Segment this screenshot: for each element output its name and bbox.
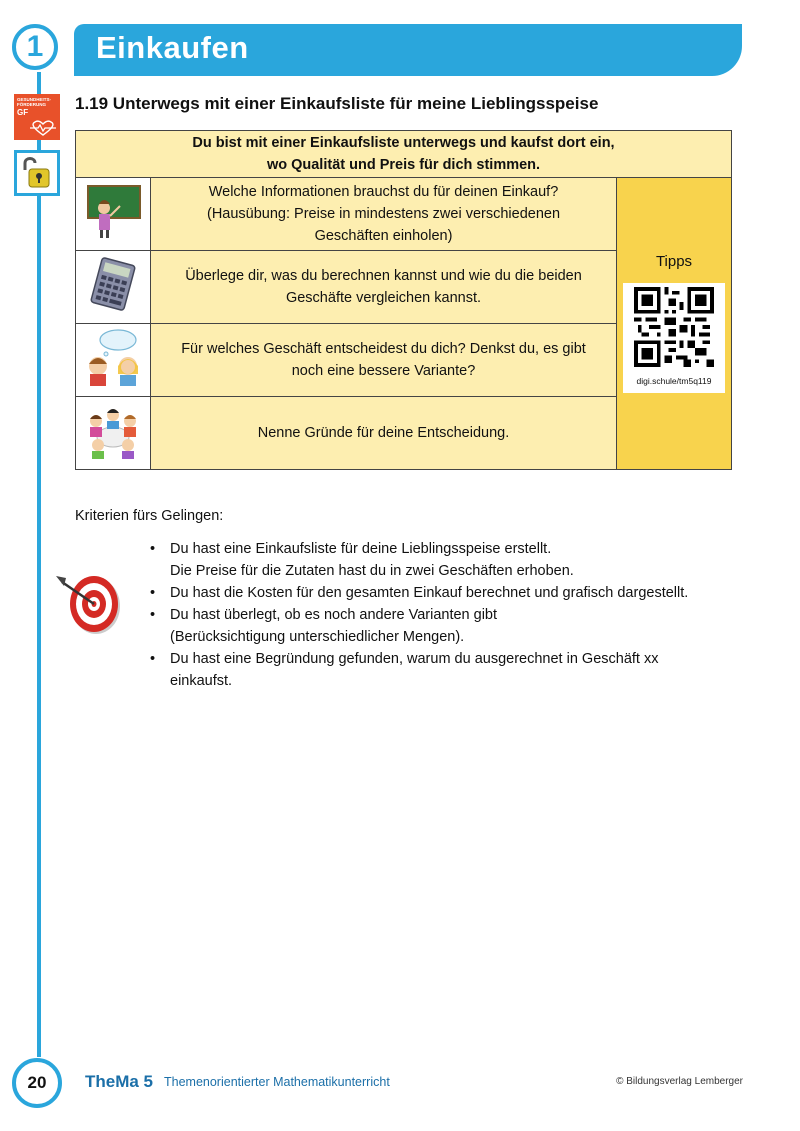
- teacher-blackboard-icon: [82, 182, 144, 240]
- qr-url[interactable]: digi.schule/tm5q119: [636, 376, 712, 386]
- row3-text: [151, 324, 617, 397]
- thinking-kids-icon: [80, 326, 146, 388]
- footer-subtitle: Themenorientierter Mathematikunterricht: [164, 1075, 390, 1089]
- header-bar: [74, 24, 742, 76]
- row1-line2: (Hausübung: Preise in mindestens zwei verschiedenen: [206, 206, 561, 222]
- row2-icon-cell: [76, 251, 151, 324]
- margin-line: [37, 72, 41, 1057]
- criteria-text-4: Du hast eine Begründung gefunden, warum du ausgerechnet in Geschäft xx einkaufst.: [170, 651, 659, 689]
- criteria-item: • Du hast eine Einkaufsliste für deine Lieblingsspeise erstellt. Die Preise für die Zutaten hast du in zwei Geschäften erhoben.: [150, 541, 574, 579]
- calculator-icon: [82, 255, 144, 313]
- lock-box: [14, 150, 60, 196]
- criteria-item: • Du hast überlegt, ob es noch andere Varianten gibt (Berücksichtigung unterschiedlicher Mengen).: [150, 607, 498, 645]
- qr-code-box[interactable]: [623, 283, 725, 393]
- chapter-number: 1: [12, 24, 58, 70]
- criteria-text-1: Du hast eine Einkaufsliste für deine Lieblingsspeise erstellt. Die Preise für die Zutaten hast du in zwei Geschäften erhoben.: [170, 541, 574, 579]
- criteria-text-2: Du hast die Kosten für den gesamten Einkauf berechnet und grafisch dargestellt.: [170, 585, 689, 601]
- badge-label-1: GESUNDHEITS-: [17, 97, 52, 102]
- task-intro-line2: wo Qualität und Preis für dich stimmen.: [266, 157, 541, 173]
- row3-icon-cell: [76, 324, 151, 397]
- row1-text: [151, 178, 617, 251]
- task-intro-line1: Du bist mit einer Einkaufsliste unterwegs und kaufst dort ein,: [192, 135, 615, 151]
- heart-pulse-icon: [28, 120, 58, 136]
- row3-line1: Für welches Geschäft entscheidest du dich? Denkst du, es gibt: [181, 341, 586, 357]
- page-title: Einkaufen: [96, 30, 249, 65]
- section-title: 1.19 Unterwegs mit einer Einkaufsliste für meine Lieblingsspeise: [75, 94, 599, 113]
- task-table: [75, 130, 732, 470]
- open-lock-icon: [17, 153, 57, 193]
- badge-label-2: FÖRDERUNG: [17, 102, 46, 107]
- row3-line2: noch eine bessere Variante?: [291, 363, 476, 379]
- page-number: 20: [12, 1058, 62, 1108]
- row2-text: [151, 251, 617, 324]
- footer-brand: TheMa 5: [85, 1072, 154, 1091]
- row4-line1: Nenne Gründe für deine Entscheidung.: [257, 425, 510, 441]
- group-discussion-icon: [82, 401, 144, 459]
- badge-code: GF: [17, 108, 29, 117]
- row2-line2: Geschäfte vergleichen kannst.: [285, 290, 482, 306]
- health-badge: [14, 94, 60, 140]
- row1-line3: Geschäften einholen): [314, 228, 453, 244]
- criteria-text-3: Du hast überlegt, ob es noch andere Varianten gibt (Berücksichtigung unterschiedlicher Mengen).: [170, 607, 498, 645]
- footer-copyright: © Bildungsverlag Lemberger: [616, 1076, 743, 1087]
- criteria-item: • Du hast eine Begründung gefunden, warum du ausgerechnet in Geschäft xx einkaufst.: [150, 651, 659, 689]
- criteria-heading: Kriterien fürs Gelingen:: [75, 508, 224, 524]
- row4-text: [151, 397, 617, 470]
- row4-icon-cell: [76, 397, 151, 470]
- dartboard-target-icon: [52, 568, 126, 638]
- row1-line1: Welche Informationen brauchst du für deinen Einkauf?: [208, 184, 559, 200]
- row1-icon-cell: [76, 178, 151, 251]
- qr-code-icon[interactable]: [634, 287, 714, 367]
- tipps-label: Tipps: [655, 253, 693, 270]
- criteria-item: • Du hast die Kosten für den gesamten Einkauf berechnet und grafisch dargestellt.: [150, 585, 689, 601]
- tipps-cell: [617, 178, 732, 470]
- row2-line1: Überlege dir, was du berechnen kannst und wie du die beiden: [185, 268, 582, 284]
- task-intro: [76, 131, 732, 178]
- criteria-list: [150, 538, 770, 692]
